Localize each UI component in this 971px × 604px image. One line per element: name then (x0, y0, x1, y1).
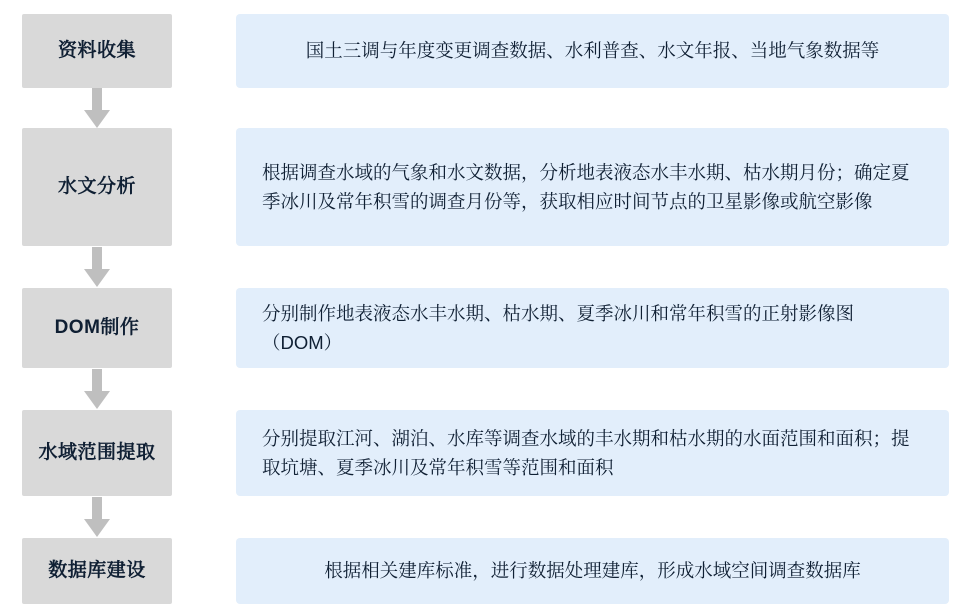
connector-spacer-3 (172, 368, 949, 410)
row-gap-2 (172, 128, 236, 246)
down-arrow-icon-4 (84, 497, 110, 537)
stage-box-4 (22, 410, 172, 496)
down-arrow-icon-1 (84, 88, 110, 128)
arrow-cell-4 (22, 496, 172, 538)
description-text-1: 国土三调与年度变更调查数据、水利普查、水文年报、当地气象数据等 (305, 40, 880, 62)
connector-row-2 (22, 246, 949, 288)
stage-box-1 (22, 14, 172, 88)
flow-row-1 (22, 14, 949, 88)
down-arrow-icon-2 (84, 247, 110, 287)
stage-label-4: 水域范围提取 (38, 442, 156, 464)
connector-spacer-2 (172, 246, 949, 288)
arrow-cell-2 (22, 246, 172, 288)
description-box-4 (236, 410, 949, 496)
flow-row-2 (22, 128, 949, 246)
description-text-2: 根据调查水域的气象和水文数据，分析地表液态水丰水期、枯水期月份；确定夏季冰川及常年积雪的调查月份等，获取相应时间节点的卫星影像或航空影像 (262, 161, 910, 212)
flow-row-3 (22, 288, 949, 368)
description-box-3 (236, 288, 949, 368)
stage-label-1: 资料收集 (57, 40, 136, 62)
stage-box-3 (22, 288, 172, 368)
row-gap-5 (172, 538, 236, 604)
stage-box-2 (22, 128, 172, 246)
stage-label-3: DOM制作 (54, 317, 140, 339)
description-box-2 (236, 128, 949, 246)
arrow-cell-1 (22, 88, 172, 128)
stage-label-5: 数据库建设 (48, 560, 146, 582)
flow-row-5 (22, 538, 949, 604)
connector-spacer-4 (172, 496, 949, 538)
connector-spacer-1 (172, 88, 949, 128)
connector-row-4 (22, 496, 949, 538)
description-box-1 (236, 14, 949, 88)
description-text-5: 根据相关建库标准，进行数据处理建库，形成水域空间调查数据库 (324, 560, 861, 582)
description-text-3: 分别制作地表液态水丰水期、枯水期、夏季冰川和常年积雪的正射影像图（DOM） (262, 302, 855, 353)
row-gap-3 (172, 288, 236, 368)
row-gap-4 (172, 410, 236, 496)
stage-label-2: 水文分析 (57, 176, 136, 198)
connector-row-3 (22, 368, 949, 410)
description-text-4: 分别提取江河、湖泊、水库等调查水域的丰水期和枯水期的水面范围和面积；提取坑塘、夏季冰川及常年积雪等范围和面积 (262, 427, 910, 478)
connector-row-1 (22, 88, 949, 128)
arrow-cell-3 (22, 368, 172, 410)
description-box-5 (236, 538, 949, 604)
flow-row-4 (22, 410, 949, 496)
down-arrow-icon-3 (84, 369, 110, 409)
row-gap-1 (172, 14, 236, 88)
stage-box-5 (22, 538, 172, 604)
